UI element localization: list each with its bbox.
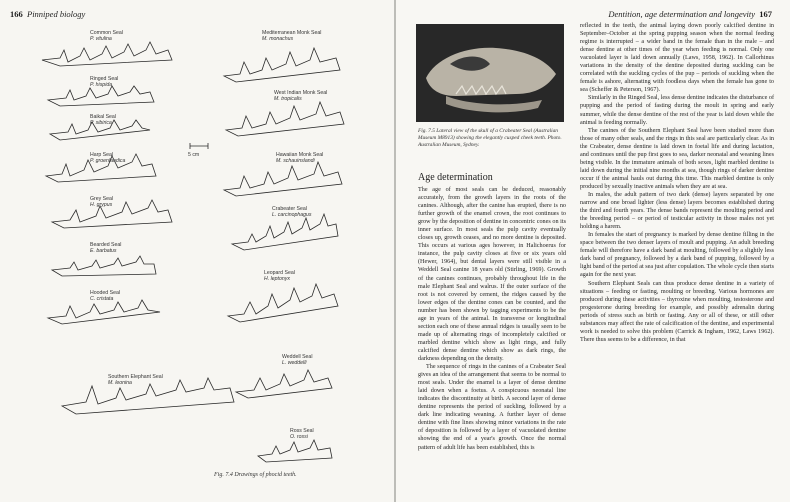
label-mediterranean-monk-seal: Mediterranean Monk Seal M. monachus bbox=[262, 30, 322, 42]
jaw-mediterranean-monk-seal bbox=[224, 48, 340, 82]
right-page bbox=[396, 0, 790, 502]
label-weddell-seal: Weddell Seal L. weddelli bbox=[282, 354, 313, 366]
label-baikal-seal: Baikal Seal P. sibirica bbox=[90, 114, 116, 126]
left-page-number: 166 bbox=[10, 9, 23, 19]
jaw-west-indian-monk-seal bbox=[226, 102, 344, 136]
section-heading: Age determination bbox=[418, 172, 493, 183]
paragraph: In males, the adult pattern of two dark (dense) layers separated by one narrow and one broad lighter (less dense) layers becomes established during the third and fourth years. The dense bands represent the moulting period and the breeding period – or period of testicular activity in those males not yet holding a harem. bbox=[580, 191, 774, 231]
fig-7-5-caption: Fig. 7.5 Lateral view of the skull of a Crabeater Seal (Australian Museum M8913) showing the elegantly cusped cheek teeth. Photo. Australian Museum, Sydney. bbox=[418, 128, 562, 148]
jaw-crabeater-seal bbox=[232, 214, 338, 250]
label-common-seal: Common Seal P. vitulina bbox=[90, 30, 123, 42]
right-running-head-title: Dentition, age determination and longevity bbox=[608, 9, 755, 19]
jaw-ross-seal bbox=[258, 440, 332, 462]
label-west-indian-monk-seal: West Indian Monk Seal M. tropicalis bbox=[274, 90, 328, 102]
right-running-head bbox=[608, 9, 772, 19]
label-grey-seal: Grey Seal H. grypus bbox=[90, 196, 114, 208]
text-column-2 bbox=[580, 22, 774, 344]
paragraph: The canines of the Southern Elephant Seal have been studied more than those of many other seals, and the rings in this seal are particularly clear. As in the Crabeater, dense dentine is laid down in foetal life and during lactation, and continues until the pup first goes to sea, darker neonatal and weaning lines being visible. In the immature animals of both sexes, light marbled dentine is laid down during the initial nine months at sea, though rings of darker dentine occur if the animal hauls out during this time. This marbled dentine is only produced by sexually inactive animals when they are at sea. bbox=[580, 127, 774, 190]
left-page bbox=[0, 0, 394, 502]
label-hawaiian-monk-seal: Hawaiian Monk Seal M. schauinslandi bbox=[276, 152, 324, 164]
label-southern-elephant-seal: Southern Elephant Seal M. leonina bbox=[108, 374, 163, 386]
paragraph: The sequence of rings in the canines of a Crabeater Seal gives an idea of the arrangement that seems to be normal to most seals. Under the enamel is a layer of dense dentine laid down when a foetus. A conspicuous neonatal line indicates the discontinuity at birth. A second layer of dense dentine represents the period of suckling, followed by a dark line indicating weaning. A further layer of dense dentine with fine lines showing minor variations in the rate of deposition is followed by a layer of vacuolated dentine showing the end of a year's growth. Once the normal pattern of adult life has been established, this is bbox=[418, 364, 566, 451]
jaw-hooded-seal bbox=[48, 300, 160, 324]
skull-image bbox=[416, 24, 564, 122]
fig-7-4-caption: Fig. 7.4 Drawings of phocid teeth. bbox=[214, 472, 297, 478]
label-ringed-seal: Ringed Seal P. hispida bbox=[90, 76, 119, 88]
paragraph: In females the start of pregnancy is marked by dense dentine filling in the space between the two denser layers of moult and pupping. An adult breeding female will therefore have a dark band at moulting, followed by a slightly less dark band of pregnancy, followed by a dark band of pupping, followed by a light band of the period at sea just after copulation. The whole cycle then starts again for the next year. bbox=[580, 232, 774, 279]
label-ross-seal: Ross Seal O. rossi bbox=[290, 428, 314, 440]
crabeater-skull-photo bbox=[416, 24, 564, 122]
jaw-hawaiian-monk-seal bbox=[224, 162, 342, 196]
label-crabeater-seal: Crabeater Seal L. carcinophagus bbox=[272, 206, 312, 218]
left-running-head-title: Pinniped biology bbox=[27, 9, 86, 19]
right-page-number: 167 bbox=[759, 9, 772, 19]
paragraph: Similarly in the Ringed Seal, less dense dentine indicates the disturbance of pupping and the period of fasting during the moult in spring and early summer, while the dense dentine of the rest of the year is laid down while the animal is feeding normally. bbox=[580, 95, 774, 126]
scale-label: 5 cm bbox=[188, 152, 200, 158]
text-column-1 bbox=[418, 186, 566, 452]
phocid-teeth-drawings bbox=[0, 0, 394, 502]
paragraph: The age of most seals can be deduced, reasonably accurately, from the growth layers in the roots of the canines. Although, after the canine has erupted, there is no further growth of the enamel crown, the root continues to grow by the deposition of dentine in concentric cones on its inner surface. In most seals the pulp cavity eventually closes up, growth ceases, and no more dentine is deposited. This occurs at various ages however, in Halichoerus for instance, the pulp cavity closes at five or six years old (Hewer, 1964), but dental layers were still visible in a Weddell Seal canine 18 years old (Stirling, 1969). Growth of the canines continues, probably throughout life in the male Elephant Seal and walrus. If the outer surface of the root is not covered by cement, the ridges caused by the lower edges of the dentine cones can be counted, and the number has been shown by tagging experiments to be the age in years of the animal. In transverse or longitudinal section each one of these annual ridges is usually seen to be made up of alternating rings of incompletely calcified or marbled dentine which show as light rings, and fully calcified dense dentine which show as dark rings, the darkness depending on the density. bbox=[418, 187, 566, 362]
label-leopard-seal: Leopard Seal H. leptonyx bbox=[264, 270, 295, 282]
jaw-weddell-seal bbox=[236, 370, 332, 398]
paragraph: Southern Elephant Seals can thus produce dense dentine in a variety of situations – feeding or fasting, moulting or breeding. Various hormones are produced during these activities – thyroxine when moulting, testosterone and progesterone during breeding for example, and possibly adrenalin during periods of stress such as birth or fasting. Any or all of these, or still other substances may affect the rate of calcification of the dentine, and experimental work is needed to solve this problem (Carrick & Ingham, 1962, Laws 1962). There thus seems to be a difference, in that bbox=[580, 280, 774, 343]
jaw-common-seal bbox=[42, 42, 172, 66]
jaw-leopard-seal bbox=[228, 284, 338, 322]
label-bearded-seal: Bearded Seal E. barbatus bbox=[90, 242, 122, 254]
label-harp-seal: Harp Seal P. groenlandica bbox=[90, 152, 126, 164]
paragraph: reflected in the teeth, the animal laying down poorly calcified dentine in September–October at the spring pupping season when the normal feeding regime is interrupted – a wider band in the female than in the male – and dense dentine at other times of the year when feeding is normal. Only one vacuolated layer is laid down annually (Laws, 1958, 1962). In Callorhinus variations in the density of the dentine deposited during suckling can be correlated with the suckling cycles of the pup – periods of suckling when the female is ashore, alternating with foodless days when the female has gone to sea (Scheffer & Peterson, 1967). bbox=[580, 23, 774, 94]
jaw-ringed-seal bbox=[48, 86, 154, 106]
jaw-bearded-seal bbox=[52, 256, 156, 276]
label-hooded-seal: Hooded Seal C. cristata bbox=[90, 290, 120, 302]
